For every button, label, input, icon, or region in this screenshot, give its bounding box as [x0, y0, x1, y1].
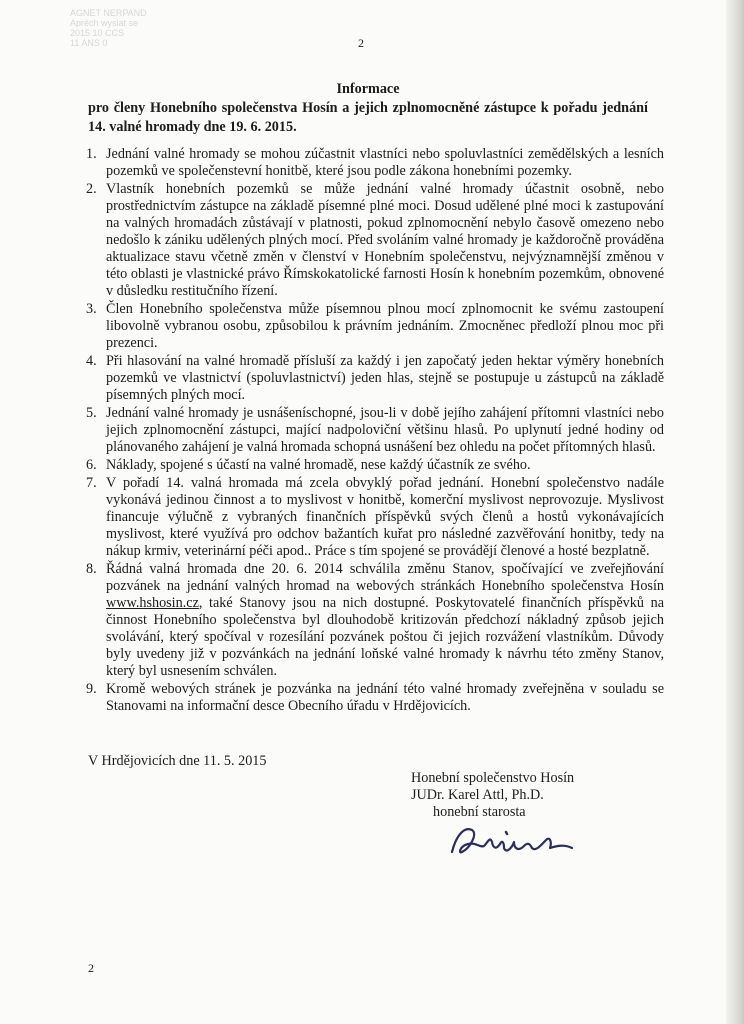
stamp-line: AGNET NERPAND [70, 8, 147, 18]
page-number-top: 2 [358, 36, 364, 50]
stamp-line: 2015 10 CCS [70, 28, 125, 38]
faded-stamp-ghost [70, 8, 160, 48]
item-text: Řádná valná hromada dne 20. 6. 2014 schválila změnu Stanov, spočívající ve zveřejňování pozvánek na jednání valných hromad na webových stránkách Honebního společenstva Hosín [106, 561, 664, 594]
document-subtitle: pro členy Honebního společenstva Hosín a jejich zplnomocněné zástupce k pořadu jednání 14. valné hromady dne 19. 6. 2015. [88, 100, 648, 135]
stamp-line: Aprěch wyslat se [70, 18, 139, 28]
item-text: Jednání valné hromady se mohou zúčastnit vlastníci nebo spoluvlastníci zemědělských a lesních pozemků ve společenstevní honitbě, které jsou podle zákona honebními pozemky. [106, 146, 664, 179]
item-text: Člen Honebního společenstva může písemnou plnou mocí zplnomocnit ke svému zastoupení libovolně vybranou osobu, způsobilou k právním jednáním. Zmocněnec předloží plnou moc při prezenci. [106, 301, 664, 351]
item-text: Kromě webových stránek je pozvánka na jednání této valné hromady zveřejněna v souladu se Stanovami na informační desce Obecního úřadu v Hrdějovicích. [106, 681, 664, 714]
list-item [86, 146, 664, 180]
page-number-bottom: 2 [88, 961, 94, 975]
item-number: 1. [86, 146, 97, 162]
item-number: 6. [86, 457, 97, 473]
item-text: Vlastník honebních pozemků se může jednání valné hromady účastnit osobně, nebo prostřednictvím zástupce na základě písemné plné moci. Dosud udělené plné moci k zastupování na valných hromadách zůstávají v platnosti, pokud zplnomocnění nebylo časově omezeno nebo nedošlo k zániku udělených plných mocí. Před svoláním valné hromady je každoročně prováděna aktualizace stavu včetně změn v členství v Honebním společenstvu, nejvýznamnější změnou v této oblasti je vlastnické právo Římskokatolické farnosti Hosín k honebním pozemkům, obnovené v důsledku restitučního řízení. [106, 181, 664, 299]
list-item [86, 475, 664, 560]
list-item [86, 353, 664, 404]
signature-block [411, 770, 574, 821]
heading-block [88, 80, 648, 137]
item-number: 8. [86, 561, 97, 577]
item-text: Jednání valné hromady je usnášeníschopné, jsou-li v době jejího zahájení přítomni vlastníci nebo jejich zplnomocnění zástupci, mající nadpoloviční většinu hlasů. Po uplynutí jedné hodiny od plánovaného zahájení je valná hromada schopná usnášení bez ohledu na počet přítomných hlasů. [106, 405, 664, 455]
list-item [86, 405, 664, 456]
item-text: Náklady, spojené s účastí na valné hromadě, nese každý účastník ze svého. [106, 457, 531, 473]
list-item [86, 681, 664, 715]
document-title: Informace [336, 81, 400, 97]
item-text: , také Stanovy jsou na nich dostupné. Poskytovatelé finančních příspěvků na činnost Honebního společenstva byl dlouhodobě kritizován předchozí nákladný způsob jejich svolávání, který spočíval v rozesílání pozvánek poštou či jejich rozvážení vlastníkům. Důvody byly uvedeny již v pozvánkách na jednání loňské valné hromady k návrhu této změny Stanov, který byl usnesením schválen. [106, 595, 664, 679]
item-number: 2. [86, 181, 97, 197]
stamp-line: 11 ANS 0 [70, 38, 108, 48]
item-text: Při hlasování na valné hromadě přísluší za každý i jen započatý jeden hektar výměry honebních pozemků ve vlastnictví (spoluvlastnictví) jeden hlas, stejně se postupuje u zástupců na základě písemných plných mocí. [106, 353, 664, 403]
item-number: 3. [86, 301, 97, 317]
organization-name: Honební společenstvo Hosín [411, 770, 575, 786]
signer-name: JUDr. Karel Attl, Ph.D. [411, 787, 544, 803]
list-item [86, 561, 664, 680]
handwritten-signature [446, 818, 576, 864]
website-link[interactable]: www.hshosin.cz [106, 595, 199, 611]
item-text: V pořadí 14. valná hromada má zcela obvyklý pořad jednání. Honební společenstvo nadále vykonává jedinou činnost a to myslivost v honitbě, komerční myslivost neprovozuje. Myslivost financuje výlučně z vybraných finančních příspěvků svých členů a hostů vykonávajících myslivost, které využívá pro odchov bažantích kuřat pro následné zazvěřování honitby, tedy na nákup krmiv, veterinární péči apod.. Práce s tím spojené se provádějí členové a hosté bezplatně. [106, 475, 664, 559]
place-and-date: V Hrdějovicích dne 11. 5. 2015 [88, 753, 267, 769]
item-number: 5. [86, 405, 97, 421]
item-number: 7. [86, 475, 97, 491]
list-item [86, 301, 664, 352]
item-number: 9. [86, 681, 97, 697]
signer-role: honební starosta [433, 804, 526, 820]
information-points-list [86, 146, 664, 716]
paper-edge-shadow [726, 0, 744, 1024]
list-item [86, 181, 664, 300]
item-number: 4. [86, 353, 97, 369]
list-item [86, 457, 664, 474]
